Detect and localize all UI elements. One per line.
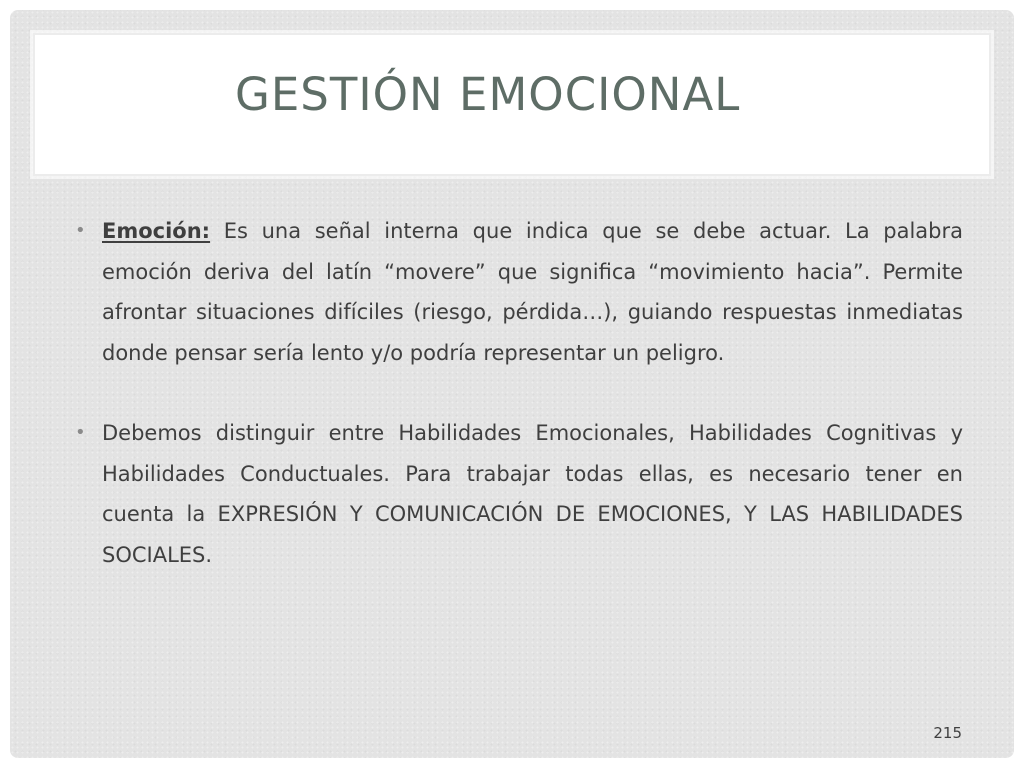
bullet-item [70, 211, 963, 373]
page-number: 215 [933, 724, 962, 742]
bullet-dot-icon: • [75, 220, 86, 241]
bullet-term: Emoción: [102, 219, 211, 243]
bullet-dot-icon: • [75, 422, 86, 443]
bullet-text: Debemos distinguir entre Habilidades Emocionales, Habilidades Cognitivas y Habilidades Conductuales. Para trabajar todas ellas, es necesario tener en cuenta la EXPRESIÓN Y COMUNICACIÓN DE EMOCIONES, Y LAS HABILIDADES SOCIALES. [102, 421, 963, 567]
bullet-item [70, 413, 963, 575]
bullet-text: Es una señal interna que indica que se debe actuar. La palabra emoción deriva del latín “movere” que significa “movimiento hacia”. Permite afrontar situaciones difíciles (riesgo, pérdida…), guiando respuestas inmediatas donde pensar sería lento y/o podría representar un peligro. [102, 219, 963, 365]
slide [10, 10, 1014, 758]
slide-title: GESTIÓN EMOCIONAL [235, 68, 741, 121]
slide-content [70, 211, 963, 575]
